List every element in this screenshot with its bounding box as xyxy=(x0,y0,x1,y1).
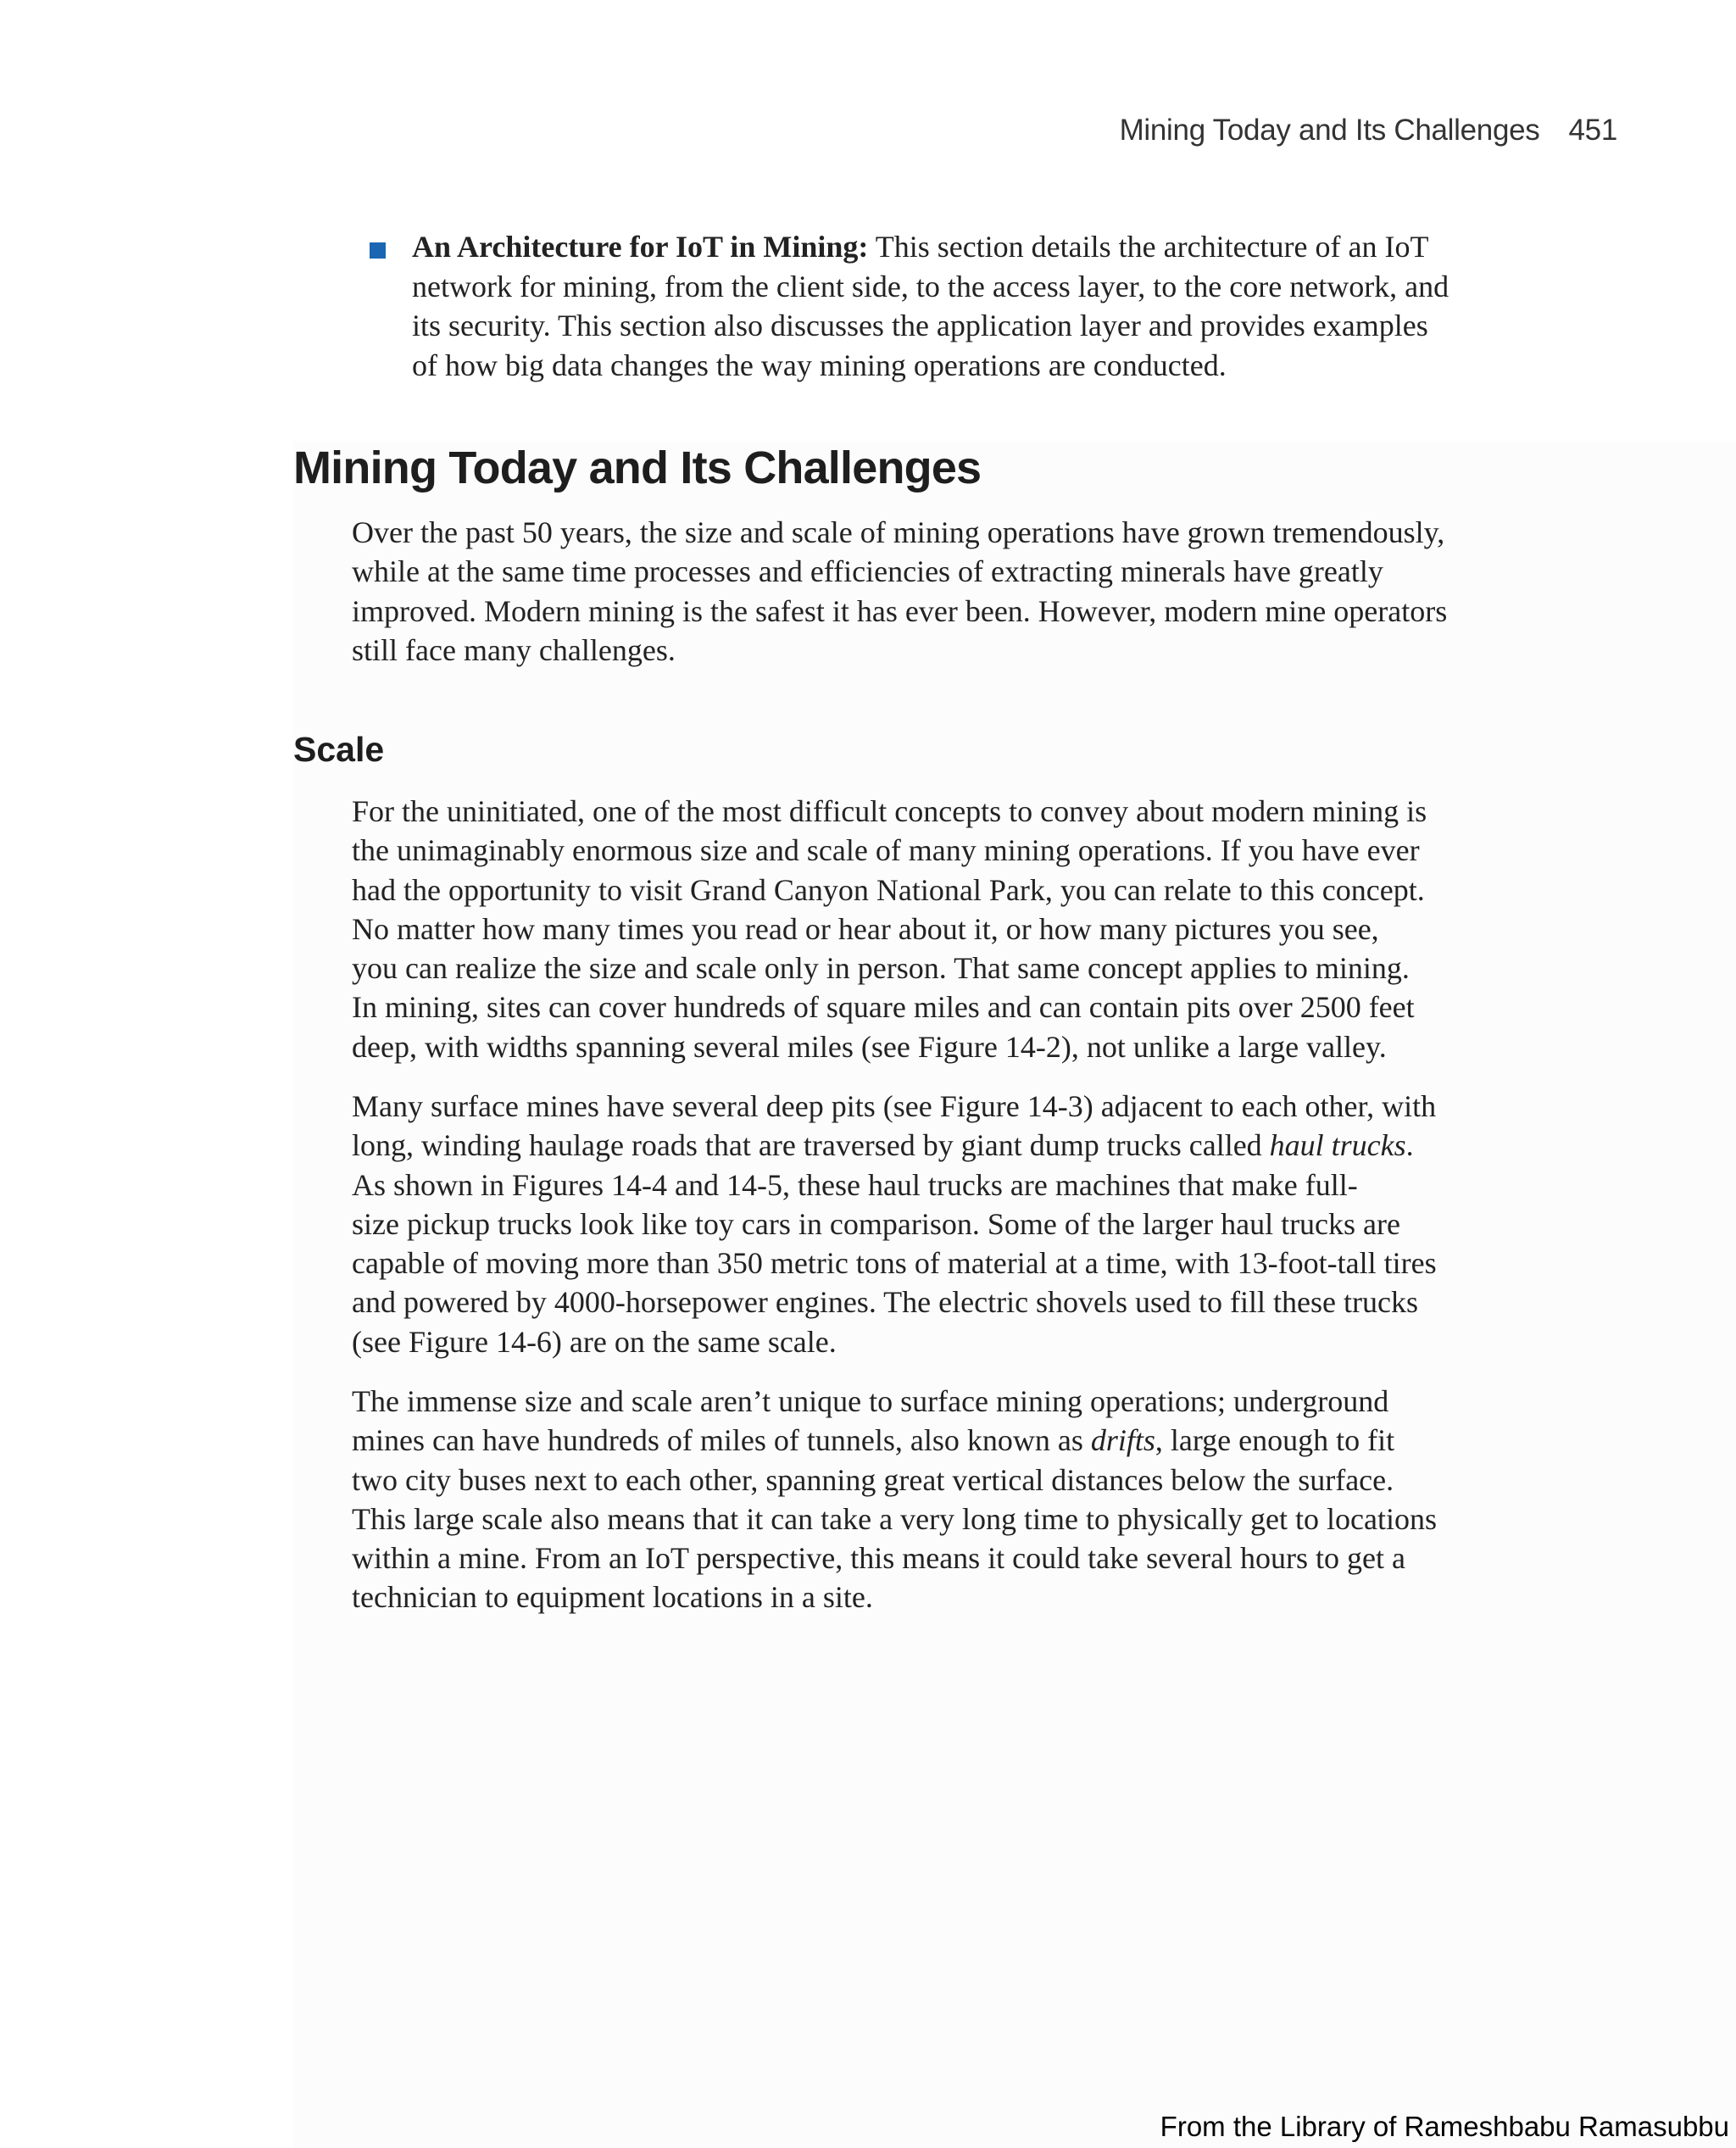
text-line: For the uninitiated, one of the most difficult concepts to convey about modern mining is xyxy=(352,794,1427,828)
text-line: and powered by 4000-horsepower engines. The electric shovels used to fill these trucks xyxy=(352,1285,1418,1320)
text-line-start: long, winding haulage roads that are traversed by giant dump trucks called xyxy=(352,1128,1270,1163)
page-number: 451 xyxy=(1568,114,1617,147)
bullet-line: its security. This section also discusses the application layer and provides examples xyxy=(412,309,1428,342)
text-line: This large scale also means that it can take a very long time to physically get to locations xyxy=(352,1501,1437,1536)
italic-term: haul trucks xyxy=(1269,1128,1406,1163)
text-line: As shown in Figures 14-4 and 14-5, these haul trucks are machines that make full- xyxy=(352,1167,1358,1202)
bullet-line: of how big data changes the way mining operations are conducted. xyxy=(412,348,1227,382)
text-line: while at the same time processes and efficiencies of extracting minerals have greatly xyxy=(352,554,1383,589)
intro-paragraph xyxy=(352,513,1538,670)
bullet-line: network for mining, from the client side, to the access layer, to the core network, and xyxy=(412,269,1449,303)
text-line: the unimaginably enormous size and scale of many mining operations. If you have ever xyxy=(352,833,1420,868)
text-line-start: mines can have hundreds of miles of tunnels, also known as xyxy=(352,1423,1091,1458)
text-line: improved. Modern mining is the safest it has ever been. However, modern mine operators xyxy=(352,593,1448,628)
bullet-lead: An Architecture for IoT in Mining: xyxy=(412,230,869,264)
scale-paragraph-1 xyxy=(352,792,1538,1066)
italic-term: drifts xyxy=(1090,1423,1155,1458)
text-line: size pickup trucks look like toy cars in comparison. Some of the larger haul trucks are xyxy=(352,1206,1400,1241)
text-line: deep, with widths spanning several miles (see Figure 14-2), not unlike a large valley. xyxy=(352,1029,1387,1064)
text-line-end: . xyxy=(1405,1128,1414,1163)
text-line: two city buses next to each other, spanning great vertical distances below the surface. xyxy=(352,1462,1394,1497)
scale-paragraph-2 xyxy=(352,1087,1538,1361)
text-line: (see Figure 14-6) are on the same scale. xyxy=(352,1324,837,1359)
text-line: The immense size and scale aren’t unique to surface mining operations; underground xyxy=(352,1384,1389,1418)
bullet-text xyxy=(412,227,1522,385)
text-line: capable of moving more than 350 metric tons of material at a time, with 13-foot-tall tires xyxy=(352,1246,1437,1281)
text-line: Many surface mines have several deep pits (see Figure 14-3) adjacent to each other, with xyxy=(352,1089,1437,1123)
text-line: within a mine. From an IoT perspective, this means it could take several hours to get a xyxy=(352,1541,1406,1576)
running-header-title: Mining Today and Its Challenges xyxy=(1119,114,1540,147)
section-heading: Mining Today and Its Challenges xyxy=(293,442,982,493)
text-line-end: , large enough to fit xyxy=(1155,1423,1395,1458)
text-line: you can realize the size and scale only in person. That same concept applies to mining. xyxy=(352,951,1410,986)
text-line: had the opportunity to visit Grand Canyon National Park, you can relate to this concept. xyxy=(352,872,1425,907)
running-header xyxy=(0,110,1617,151)
text-line: Over the past 50 years, the size and scale of mining operations have grown tremendously, xyxy=(352,515,1445,549)
bullet-list-item xyxy=(370,227,1522,385)
text-line: In mining, sites can cover hundreds of square miles and can contain pits over 2500 feet xyxy=(352,990,1415,1025)
scale-paragraph-3 xyxy=(352,1382,1538,1617)
library-footer-note: From the Library of Rameshbabu Ramasubbu xyxy=(1160,2111,1729,2142)
square-bullet-icon xyxy=(370,242,386,259)
text-line: technician to equipment locations in a site. xyxy=(352,1580,873,1615)
subsection-heading: Scale xyxy=(293,730,385,769)
bullet-line: This section details the architecture of an IoT xyxy=(868,230,1429,264)
text-line: No matter how many times you read or hear about it, or how many pictures you see, xyxy=(352,911,1379,946)
text-line: still face many challenges. xyxy=(352,632,676,667)
